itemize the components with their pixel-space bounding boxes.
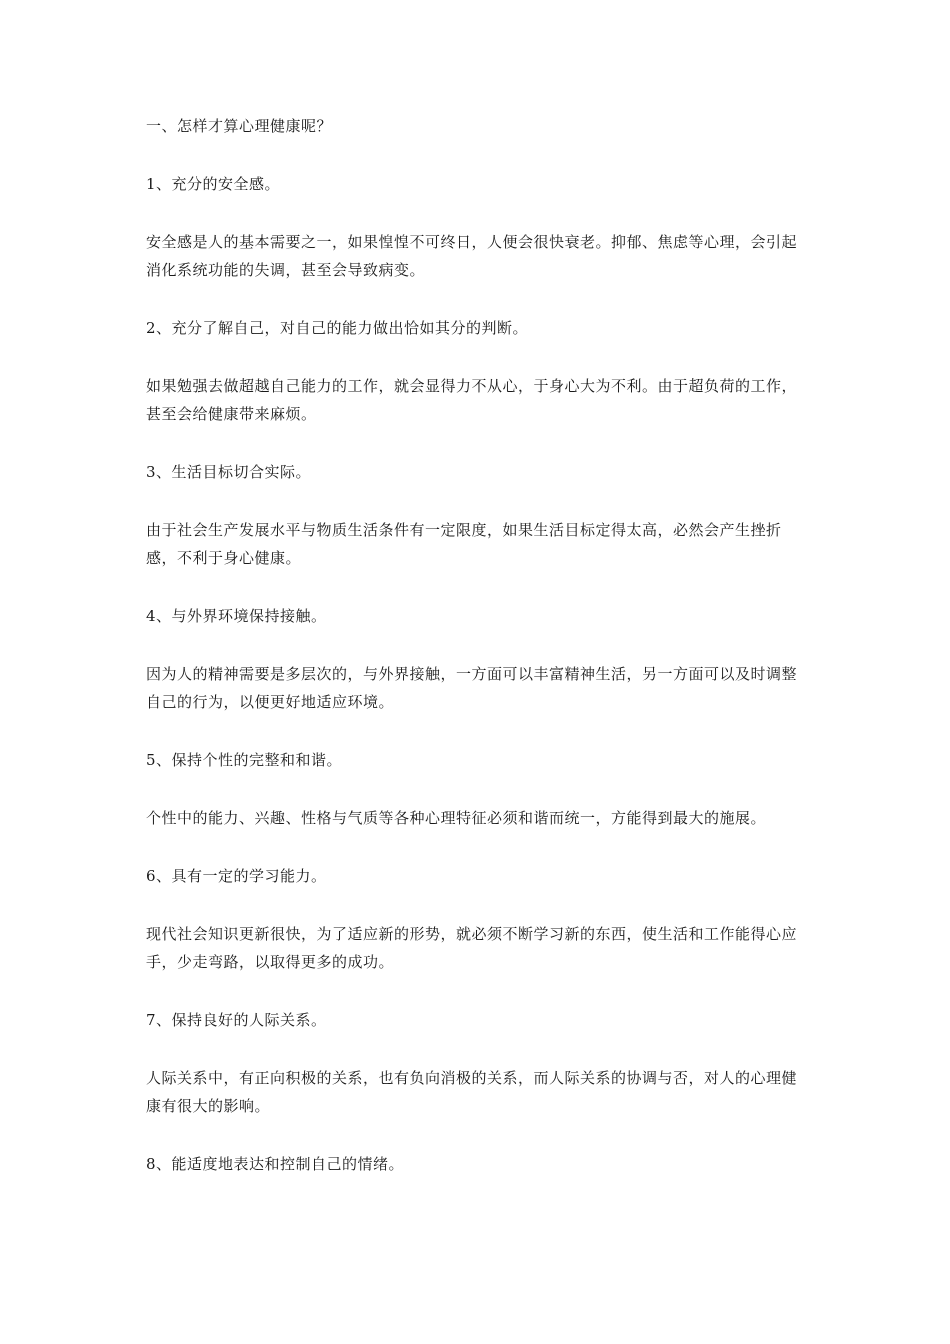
section-heading-1: 1、充分的安全感。 [146, 175, 281, 193]
section-body-3: 由于社会生产发展水平与物质生活条件有一定限度，如果生活目标定得太高，必然会产生挫折感，不利于身心健康。 [146, 521, 782, 567]
section-heading-3: 3、生活目标切合实际。 [146, 463, 312, 481]
section-body-1: 安全感是人的基本需要之一，如果惶惶不可终日，人便会很快衰老。抑郁、焦虑等心理，会引起消化系统功能的失调，甚至会导致病变。 [146, 233, 798, 279]
section-heading-5: 5、保持个性的完整和和谐。 [146, 751, 343, 769]
section-heading-7: 7、保持良好的人际关系。 [146, 1011, 327, 1029]
section-body-2: 如果勉强去做超越自己能力的工作，就会显得力不从心，于身心大为不利。由于超负荷的工作，甚至会给健康带来麻烦。 [146, 377, 798, 423]
section-heading-8: 8、能适度地表达和控制自己的情绪。 [146, 1155, 405, 1173]
section-body-5: 个性中的能力、兴趣、性格与气质等各种心理特征必须和谐而统一，方能得到最大的施展。 [146, 809, 767, 827]
section-heading-2: 2、充分了解自己，对自己的能力做出恰如其分的判断。 [146, 319, 529, 337]
document-title: 一、怎样才算心理健康呢？ [146, 117, 333, 135]
document-page [146, 112, 806, 1178]
section-body-6: 现代社会知识更新很快，为了适应新的形势，就必须不断学习新的东西，使生活和工作能得心应手，少走弯路，以取得更多的成功。 [146, 925, 798, 971]
section-body-7: 人际关系中，有正向积极的关系，也有负向消极的关系，而人际关系的协调与否，对人的心理健康有很大的影响。 [146, 1069, 798, 1115]
section-heading-6: 6、具有一定的学习能力。 [146, 867, 327, 885]
section-heading-4: 4、与外界环境保持接触。 [146, 607, 327, 625]
section-body-4: 因为人的精神需要是多层次的，与外界接触，一方面可以丰富精神生活，另一方面可以及时调整自己的行为，以便更好地适应环境。 [146, 665, 798, 711]
